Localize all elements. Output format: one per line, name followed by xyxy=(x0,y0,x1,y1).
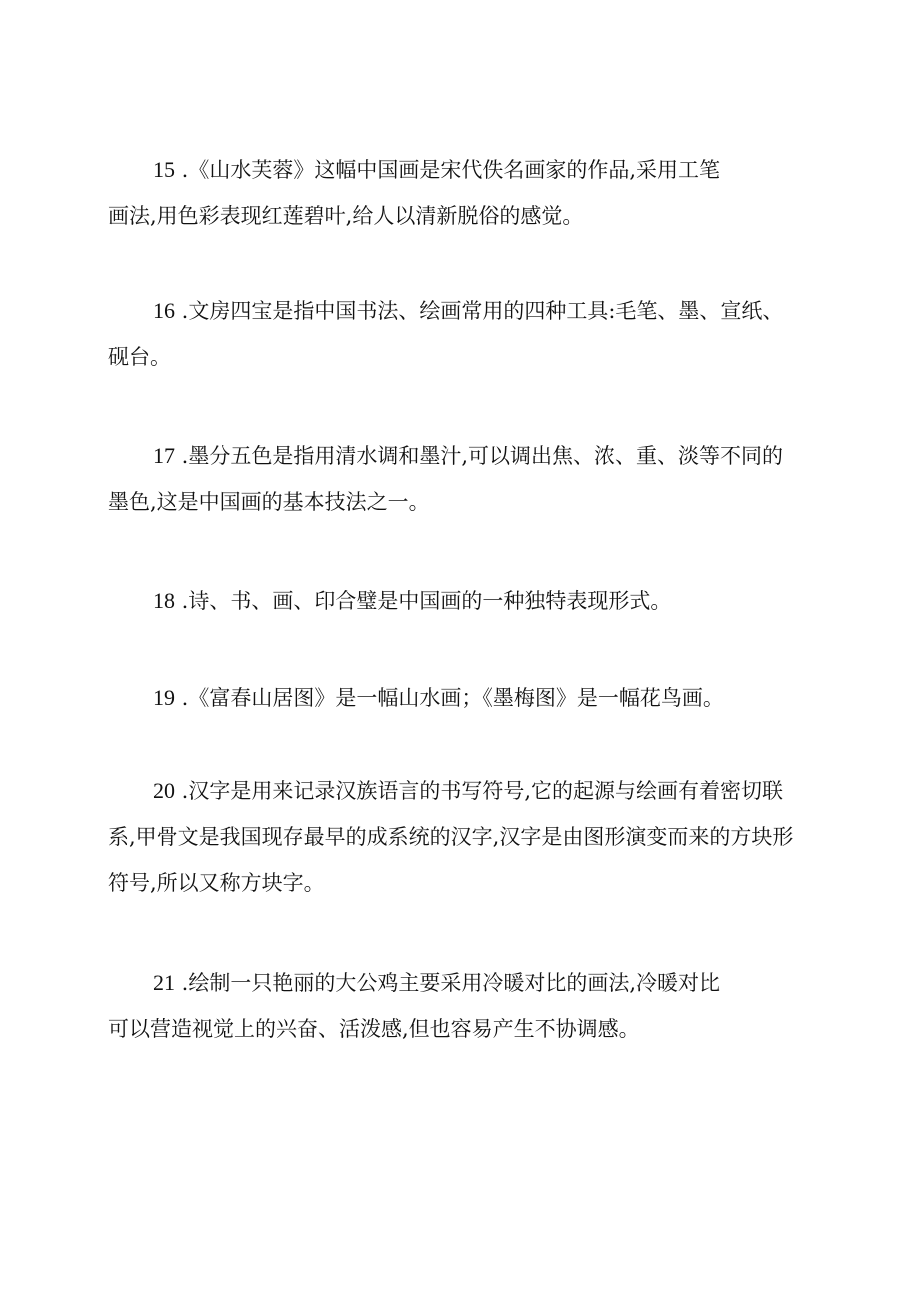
paragraph-first-line xyxy=(108,590,828,612)
item-number: 15 xyxy=(153,157,175,182)
item-number: 18 xyxy=(153,588,175,613)
item-separator: . xyxy=(175,779,189,803)
item-separator: . xyxy=(175,686,189,710)
paragraph-line: 符号,所以又称方块字。 xyxy=(108,871,325,895)
paragraph-item-15 xyxy=(108,159,828,227)
paragraph-item-17 xyxy=(108,445,828,513)
paragraph-line: 系,甲骨文是我国现存最早的成系统的汉字,汉字是由图形演变而来的方块形 xyxy=(108,825,794,849)
paragraph-item-19 xyxy=(108,687,828,709)
paragraph-text: 《富春山居图》是一幅山水画；《墨梅图》是一幅花鸟画。 xyxy=(188,686,724,710)
paragraph-line: 可以营造视觉上的兴奋、活泼感,但也容易产生不协调感。 xyxy=(108,1017,640,1041)
paragraph-first-line xyxy=(108,300,828,322)
paragraph-line: 墨色,这是中国画的基本技法之一。 xyxy=(108,490,430,514)
item-number: 19 xyxy=(153,685,175,710)
item-number: 16 xyxy=(153,298,175,323)
item-separator: . xyxy=(175,971,189,995)
paragraph-item-16 xyxy=(108,300,828,368)
item-separator: . xyxy=(175,589,189,613)
item-separator: . xyxy=(175,444,189,468)
paragraph-text: 墨分五色是指用清水调和墨汁,可以调出焦、浓、重、淡等不同的 xyxy=(188,444,784,468)
paragraph-first-line xyxy=(108,159,828,181)
item-number: 20 xyxy=(153,778,175,803)
item-number: 21 xyxy=(153,970,175,995)
item-number: 17 xyxy=(153,443,175,468)
paragraph-first-line xyxy=(108,780,828,802)
paragraph-first-line xyxy=(108,445,828,467)
paragraph-text: 诗、书、画、印合璧是中国画的一种独特表现形式。 xyxy=(188,589,672,613)
paragraph-text: 汉字是用来记录汉族语言的书写符号,它的起源与绘画有着密切联 xyxy=(188,779,784,803)
item-separator: . xyxy=(175,158,189,182)
paragraph-item-21 xyxy=(108,972,828,1040)
paragraph-first-line xyxy=(108,687,828,709)
paragraph-text: 《山水芙蓉》这幅中国画是宋代佚名画家的作品,采用工笔 xyxy=(188,158,721,182)
item-separator: . xyxy=(175,299,189,323)
paragraph-line: 砚台。 xyxy=(108,345,171,369)
paragraph-text: 文房四宝是指中国书法、绘画常用的四种工具:毛笔、墨、宣纸、 xyxy=(188,299,784,323)
paragraph-item-20 xyxy=(108,780,828,894)
paragraph-first-line xyxy=(108,972,828,994)
paragraph-item-18 xyxy=(108,590,828,612)
paragraph-text: 绘制一只艳丽的大公鸡主要采用冷暖对比的画法,冷暖对比 xyxy=(188,971,721,995)
paragraph-line: 画法,用色彩表现红莲碧叶,给人以清新脱俗的感觉。 xyxy=(108,204,584,228)
